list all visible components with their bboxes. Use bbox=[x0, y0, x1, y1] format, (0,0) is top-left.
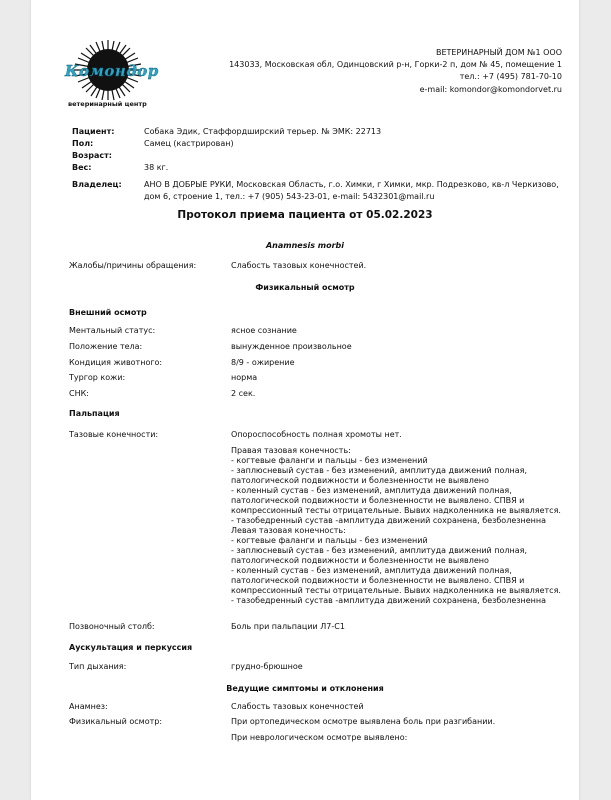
exam-row-value: норма bbox=[231, 373, 258, 382]
pelvic-line: Правая тазовая конечность: bbox=[231, 446, 351, 455]
clinic-logo bbox=[65, 38, 159, 110]
exam-row-label: Кондиция животного: bbox=[69, 358, 163, 367]
pelvic-line: - заплюсневый сустав - без изменений, амплитуда движений полная, bbox=[231, 546, 528, 555]
pelvic-line: Левая тазовая конечность: bbox=[231, 526, 346, 535]
auscultation-heading: Аускультация и перкуссия bbox=[69, 643, 193, 652]
exam-row-label: СНК: bbox=[69, 389, 89, 398]
exam-row-value: 2 сек. bbox=[231, 389, 256, 398]
document-page bbox=[31, 0, 579, 800]
pelvic-line: - тазобедренный сустав -амплитуда движений сохранена, безболезненна bbox=[231, 516, 547, 525]
symptoms-physical-value-1: При ортопедическом осмотре выявлена боль при разгибании. bbox=[231, 717, 496, 726]
complaint-label: Жалобы/причины обращения: bbox=[69, 261, 197, 270]
pelvic-line: компрессионный тесты отрицательные. Вывих надколенника не выявляется. bbox=[231, 506, 561, 515]
symptoms-anamnesis-value: Слабость тазовых конечностей bbox=[231, 702, 364, 711]
protocol-title: Протокол приема пациента от 05.02.2023 bbox=[177, 209, 433, 221]
pelvic-line: патологической подвижности и болезненности не выявлено bbox=[231, 476, 489, 485]
breath-label: Тип дыхания: bbox=[69, 662, 127, 671]
patient-value: Собака Эдик, Стаффордширский терьер. № ЭМК: 22713 bbox=[144, 127, 382, 136]
exam-row-value: ясное сознание bbox=[231, 326, 297, 335]
weight-value: 38 кг. bbox=[144, 163, 169, 172]
clinic-email: e-mail: komondor@komondorvet.ru bbox=[419, 84, 562, 94]
spine-label: Позвоночный столб: bbox=[69, 622, 155, 631]
owner-line-1: АНО В ДОБРЫЕ РУКИ, Московская Область, г.о. Химки, г Химки, мкр. Подрезково, кв-л Черкизово, bbox=[144, 180, 559, 189]
spine-value: Боль при пальпации Л7-С1 bbox=[231, 622, 345, 631]
pelvic-line: - когтевые фаланги и пальцы - без изменений bbox=[231, 456, 428, 465]
pelvic-line: патологической подвижности и болезненности не выявлено. СПВЯ и bbox=[231, 496, 525, 505]
owner-line-2: дом 6, строение 1, тел.: +7 (905) 543-23-01, e-mail: 5432301@mail.ru bbox=[144, 192, 435, 201]
pelvic-line: патологической подвижности и болезненности не выявлено. СПВЯ и bbox=[231, 576, 525, 585]
symptoms-physical-label: Физикальный осмотр: bbox=[69, 717, 163, 726]
age-label: Возраст: bbox=[72, 151, 112, 160]
exam-row-label: Положение тела: bbox=[69, 342, 143, 351]
exam-row-label: Тургор кожи: bbox=[69, 373, 126, 382]
external-heading: Внешний осмотр bbox=[69, 308, 147, 317]
logo-text: Комондор bbox=[65, 62, 159, 80]
exam-row-value: вынужденное произвольное bbox=[231, 342, 352, 351]
patient-label: Пациент: bbox=[72, 127, 115, 136]
clinic-name: ВЕТЕРИНАРНЫЙ ДОМ №1 ООО bbox=[435, 48, 562, 57]
pelvic-line: - коленный сустав - без изменений, амплитуда движений полная, bbox=[231, 486, 512, 495]
symptoms-physical-value-2: При неврологическом осмотре выявлено: bbox=[231, 733, 408, 742]
sex-label: Пол: bbox=[72, 139, 94, 148]
symptoms-heading: Ведущие симптомы и отклонения bbox=[226, 684, 384, 693]
pelvic-line: патологической подвижности и болезненности не выявлено bbox=[231, 556, 489, 565]
pelvic-details bbox=[231, 446, 561, 606]
pelvic-line: компрессионный тесты отрицательные. Вывих надколенника не выявляется. bbox=[231, 586, 561, 595]
sex-value: Самец (кастрирован) bbox=[144, 139, 234, 148]
pelvic-label: Тазовые конечности: bbox=[69, 430, 159, 439]
owner-label: Владелец: bbox=[72, 180, 122, 189]
weight-label: Вес: bbox=[72, 163, 92, 172]
physical-heading: Физикальный осмотр bbox=[255, 283, 355, 292]
palpation-heading: Пальпация bbox=[69, 409, 120, 418]
pelvic-first: Опороспособность полная хромоты нет. bbox=[231, 430, 402, 439]
symptoms-anamnesis-label: Анамнез: bbox=[69, 702, 108, 711]
clinic-phone: тел.: +7 (495) 781-70-10 bbox=[459, 72, 562, 82]
pelvic-line: - коленный сустав - без изменений, амплитуда движений полная, bbox=[231, 566, 512, 575]
complaint-value: Слабость тазовых конечностей. bbox=[231, 261, 367, 270]
pelvic-line: - заплюсневый сустав - без изменений, амплитуда движений полная, bbox=[231, 466, 528, 475]
pelvic-line: - когтевые фаланги и пальцы - без изменений bbox=[231, 536, 428, 545]
exam-row-label: Ментальный статус: bbox=[69, 326, 156, 335]
exam-row-value: 8/9 - ожирение bbox=[231, 358, 295, 367]
breath-value: грудно-брюшное bbox=[231, 662, 303, 671]
anamnesis-heading: Anamnesis morbi bbox=[265, 241, 345, 250]
logo-caption: ветеринарный центр bbox=[68, 100, 147, 108]
clinic-contacts bbox=[229, 47, 562, 96]
pelvic-line: - тазобедренный сустав -амплитуда движений сохранена, безболезненна bbox=[231, 596, 547, 605]
clinic-address: 143033, Московская обл, Одинцовский р-н, Горки-2 п, дом № 45, помещение 1 bbox=[229, 60, 562, 70]
